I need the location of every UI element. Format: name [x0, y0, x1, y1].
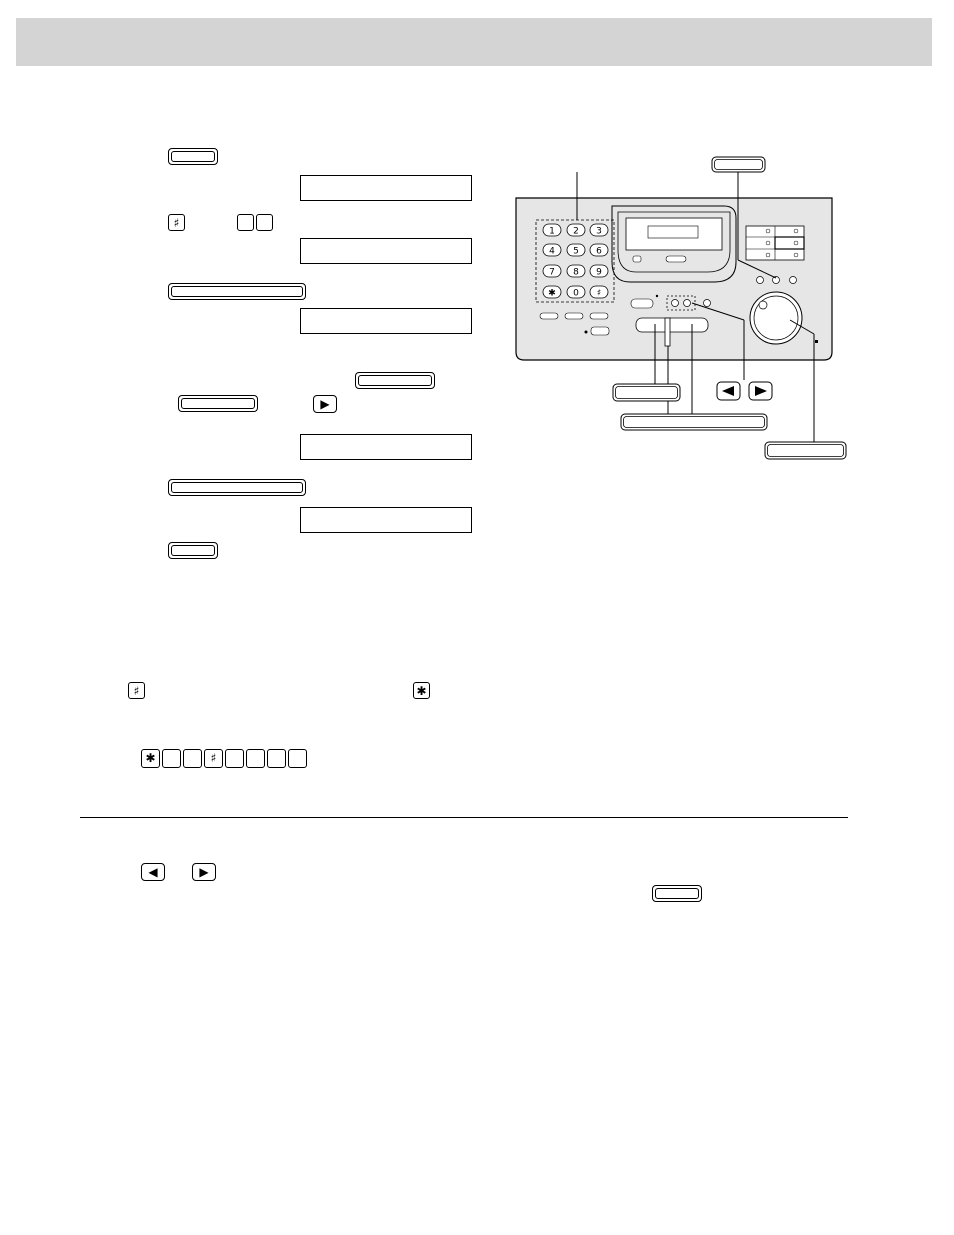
header-bar: [16, 18, 932, 66]
callout-right-bottom: [765, 442, 846, 459]
keypad-key: [543, 265, 561, 278]
section-divider: [80, 817, 848, 818]
lcd-display-5: [300, 507, 472, 533]
keypad-key: [543, 286, 561, 299]
code-key: [225, 749, 244, 768]
code-key: [246, 749, 265, 768]
lcd-display-2: [300, 238, 472, 264]
code-sequence: [141, 749, 311, 768]
keypad-key-label: 9: [596, 267, 602, 278]
keypad-key-label: 3: [596, 226, 602, 237]
step1-button-icon: [168, 148, 218, 165]
keypad-key: [543, 244, 561, 257]
keypad-key: [567, 286, 585, 299]
keypad-key-label: 2: [573, 226, 579, 237]
hash-key-icon: ♯: [128, 682, 145, 699]
step4-alt-button-icon: [178, 395, 258, 412]
keypad-key: [543, 224, 561, 237]
left-arrow-key-icon: ◀: [141, 863, 165, 881]
keypad-key: [567, 224, 585, 237]
step4-button-icon: [355, 372, 435, 389]
callout-top-right: [712, 157, 765, 172]
lcd-display-4: [300, 434, 472, 460]
code-key: ♯: [204, 749, 223, 768]
keypad-key: [590, 244, 608, 257]
digit-key-icon: [256, 214, 273, 231]
keypad-key-label: 5: [573, 246, 579, 257]
step3-button-icon: [168, 283, 306, 300]
keypad-key-label: 6: [596, 246, 602, 257]
keypad-key: [567, 244, 585, 257]
code-key: [288, 749, 307, 768]
hash-key-icon: ♯: [168, 214, 185, 231]
keypad-key-label: 0: [573, 288, 579, 299]
step6-button-icon: [168, 542, 218, 559]
code-key: [183, 749, 202, 768]
keypad-key: [567, 265, 585, 278]
callout-left-bottom: [613, 384, 680, 401]
code-key: [267, 749, 286, 768]
star-key-icon: ✱: [413, 682, 430, 699]
step5-button-icon: [168, 479, 306, 496]
keypad-key: [590, 265, 608, 278]
code-key: ✱: [141, 749, 160, 768]
digit-key-icon: [237, 214, 254, 231]
right-arrow-key-icon: [749, 382, 772, 400]
code-key: [162, 749, 181, 768]
keypad-key-label: 1: [549, 226, 555, 237]
lcd-display-1: [300, 175, 472, 201]
keypad-key-label: 4: [549, 246, 555, 257]
callout-wide-bottom: [621, 414, 767, 430]
right-arrow-key-icon: ▶: [192, 863, 216, 881]
lcd-display-3: [300, 308, 472, 334]
right-arrow-key-icon: ▶: [313, 395, 337, 413]
left-arrow-key-icon: [717, 382, 740, 400]
keypad-key-label: 8: [573, 267, 579, 278]
main-button-bar: [636, 318, 708, 332]
keypad-key-label: ✱: [548, 288, 556, 299]
keypad-key: [590, 224, 608, 237]
keypad-key-label: 7: [549, 267, 555, 278]
bottom-button-icon: [652, 885, 702, 902]
keypad-key: [590, 286, 608, 299]
fax-panel-diagram: [500, 150, 860, 465]
keypad-key-label: ♯: [596, 288, 602, 299]
